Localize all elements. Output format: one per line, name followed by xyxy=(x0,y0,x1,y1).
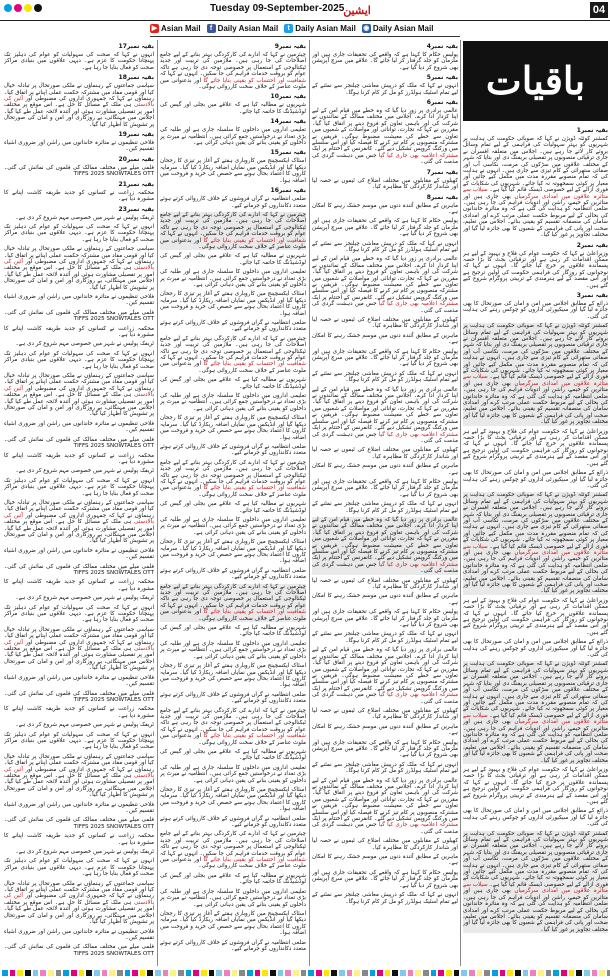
calibration-swatch xyxy=(385,970,391,976)
article-body-continued: انہوں نے کہا کہ صحت کی سہولیات کو عوام کی دہلیز تک پہنچانا حکومت کا عزم ہے۔ دیہی علاقوں میں بنیادی مراکز صحت کو فعال بنایا جا رہا ہے۔ xyxy=(4,858,154,878)
article-body-continued: محکمہ زراعت نے کسانوں کو جدید طریقہ کاشت اپنانے کا مشورہ دیا ہے۔ xyxy=(4,833,154,846)
highlighted-phrase: آئین کی بالادستی xyxy=(4,766,154,779)
article-body-continued: ماہرین کے مطابق آئندہ دنوں میں موسم خشک رہنے کا امکان ہے۔ xyxy=(312,463,458,476)
article-body-continued: فلمی میلے میں مختلف ممالک کی فلموں کی نمائش کی گئی۔ TIFFS 2025 SNOWTALES OTT xyxy=(4,309,154,323)
highlighted-phrase: سیلاب سے متاثرہ علاقوں میں امدادی سرگرمیاں xyxy=(463,187,608,200)
calibration-swatch xyxy=(599,970,605,976)
article-body: ضلعی انتظامیہ نے گراں فروشوں کے خلاف کارروائی کرتے ہوئے متعدد دکانداروں کو جرمانے کیے۔ xyxy=(160,196,306,209)
calibration-swatch xyxy=(530,970,536,976)
article-body-continued: سیاسی جماعتوں کے رہنماؤں نے ملکی صورتحال پر تبادلہ خیال کیا اور قومی مفاد میں مشترکہ حکمت عملی اپنانے پر اتفاق کیا۔ رہنماؤں نے کہا کہ جمہوری اداروں کی مضبوطی اور آئین کی بالادستی ہی ملک کے مسائل کا حل ہے۔ اس موقع پر مختلف امور پر تفصیلی مشاورت ہوئی اور آئندہ لائحہ عمل طے کیا گیا۔ اجلاس میں مہنگائی، بے روزگاری اور امن و امان کی صورتحال پر تشویش کا اظہار کیا گیا۔ xyxy=(4,499,154,545)
highlighted-phrase: مشترکہ اعلامیہ بھی جاری کیا گیا xyxy=(378,152,458,159)
article-body-continued: تعلیمی اداروں میں داخلوں کا سلسلہ جاری ہے اور طلبہ کی بڑی تعداد نے درخواستیں جمع کرائی ہیں۔ انتظامیہ نے میرٹ پر داخلوں کو یقینی بنانے کی یقین دہانی کرائی ہے۔ xyxy=(160,393,306,412)
article-body-continued: ضلعی انتظامیہ نے گراں فروشوں کے خلاف کارروائی کرتے ہوئے متعدد دکانداروں کو جرمانے کیے۔ xyxy=(160,567,306,581)
section-banner: باقیات xyxy=(463,41,608,121)
calibration-swatch xyxy=(339,970,345,976)
calibration-swatch xyxy=(10,970,16,976)
calibration-swatch xyxy=(40,970,46,976)
article-body-continued: انہوں نے کہا کہ ملک کو درپیش معاشی چیلنجز سے نمٹنے کے لیے تمام اسٹیک ہولڈرز کو مل کر کام کرنا ہوگا۔ xyxy=(312,370,458,384)
calibration-swatch xyxy=(155,970,161,976)
calibration-swatch xyxy=(477,970,483,976)
article-body-continued: تعلیمی اداروں میں داخلوں کا سلسلہ جاری ہے اور طلبہ کی بڑی تعداد نے درخواستیں جمع کرائی ہیں۔ انتظامیہ نے میرٹ پر داخلوں کو یقینی بنانے کی یقین دہانی کرائی ہے۔ xyxy=(160,764,306,784)
calibration-swatch xyxy=(71,970,77,976)
social-link[interactable] xyxy=(150,24,201,33)
article-body-continued: ذرائع کے مطابق اجلاس میں امن و امان کی صورتحال کا بھی جائزہ لیا گیا اور سیکیورٹی اداروں کو چوکس رہنے کی ہدایت کی گئی۔ xyxy=(463,808,608,828)
calibration-swatch xyxy=(423,970,429,976)
highlighted-phrase: شفافیت اور احتساب کو یقینی بنایا جائے گا xyxy=(203,733,306,740)
calibration-swatch xyxy=(239,970,245,976)
article-body-continued: وزیراعلیٰ نے کہا کہ حکومت عوام کی فلاح و بہبود کے لیے ہر ممکن اقدامات کر رہی ہے اور ترقیاتی بجٹ کا بڑا حصہ پسماندہ علاقوں پر خرچ کیا جائے گا۔ انہوں نے کہا کہ نوجوانوں کو روزگار کی فراہمی حکومت کی اولین ترجیح ہے اور اس مقصد کے لیے ہنرمندی کے تربیتی پروگرام شروع کیے گئے ہیں۔ xyxy=(463,428,608,467)
calibration-swatch xyxy=(216,970,222,976)
column-4 xyxy=(4,40,154,966)
article-body-continued: فلمی میلے میں مختلف ممالک کی فلموں کی نمائش کی گئی۔ TIFFS 2025 SNOWTALES OTT xyxy=(4,817,154,830)
calibration-swatch xyxy=(285,970,291,976)
article-body-continued: ٹریفک پولیس نے شہر میں خصوصی مہم شروع کر دی ہے۔ xyxy=(15,849,154,856)
article-body-continued: ٹریفک پولیس نے شہر میں خصوصی مہم شروع کر دی ہے۔ xyxy=(15,722,154,729)
continuation-heading: بقیہ نمبر16 xyxy=(270,187,306,195)
calibration-swatch xyxy=(247,970,253,976)
article-body-continued: اسٹاک ایکسچینج میں کاروباری ہفتے کے آغاز پر تیزی کا رجحان دیکھا گیا اور انڈیکس میں نمایاں اضافہ ریکارڈ کیا گیا۔ سرمایہ کاروں کا اعتماد بحال ہونے سے حصص کی خرید و فروخت میں اضافہ ہوا۔ xyxy=(160,910,306,937)
column-2 xyxy=(312,40,458,966)
article-body-continued: پولیس حکام کا کہنا ہے کہ واقعے کی تحقیقات جاری ہیں اور ملزمان کو جلد گرفتار کر لیا جائے گا۔ علاقے میں سرچ آپریشن بھی شروع کر دیا گیا ہے۔ xyxy=(312,218,458,238)
calibration-swatch xyxy=(125,970,131,976)
calibration-swatch xyxy=(33,970,39,976)
article-body-continued: تعلیمی اداروں میں داخلوں کا سلسلہ جاری ہے اور طلبہ کی بڑی تعداد نے درخواستیں جمع کرائی ہیں۔ انتظامیہ نے میرٹ پر داخلوں کو یقینی بنانے کی یقین دہانی کرائی ہے۔ xyxy=(160,888,306,908)
calibration-swatch xyxy=(232,970,238,976)
continuation-heading: بقیہ نمبر19 xyxy=(118,131,154,139)
calibration-swatch xyxy=(377,970,383,976)
article-body: ٹریفک پولیس نے شہر میں خصوصی مہم شروع کر دی ہے۔ xyxy=(15,214,154,221)
calibration-swatch xyxy=(224,970,230,976)
article-body: انہوں نے کہا کہ صحت کی سہولیات کو عوام کی دہلیز تک پہنچانا حکومت کا عزم ہے۔ دیہی علاقوں میں بنیادی مراکز صحت کو فعال بنایا جا رہا ہے۔ xyxy=(4,52,154,71)
social-link[interactable] xyxy=(362,24,434,33)
article-body-continued: کمشنر کوئٹہ ڈویژن نے کہا کہ صوبائی حکومت کی ہدایت پر شہریوں کو بہتر سہولیات کی فراہمی کے لیے تمام وسائل بروئے کار لائے جا رہے ہیں۔ اجلاس میں متعلقہ افسران نے جاری ترقیاتی منصوبوں پر تفصیلی بریفنگ دی اور بتایا کہ شہر کے مختلف علاقوں میں سڑکوں کی مرمت، نکاسی آب اور صفائی ستھرائی کے کام تیزی سے جاری ہیں۔ انہوں نے ہدایت کی کہ تمام منصوبے مقررہ مدت میں مکمل کیے جائیں اور معیار پر کوئی سمجھوتہ نہ کیا جائے۔ شہریوں کی شکایات کے فوری ازالے کے لیے خصوصی ڈیسک قائم کیا گیا ہے۔ سیلاب سے متاثرہ علاقوں میں امدادی سرگرمیاں بھی جاری ہیں اور متاثرین کو خیمے، راشن اور ادویات فراہم کی جا رہی ہیں۔ ضلعی انتظامیہ کو ہدایت کی گئی ہے کہ وہ متاثرہ خاندانوں کی بحالی کے لیے مربوط حکمت عملی مرتب کرے اور امدادی سامان کی منصفانہ تقسیم کو یقینی بنائے۔ اجلاس میں تعلیم، صحت اور پانی کی فراہمی کے شعبوں کا بھی جائزہ لیا گیا اور مختلف تجاویز پر غور کیا گیا۔ xyxy=(463,492,608,595)
continuation-heading: بقیہ نمبر8 xyxy=(426,193,458,201)
article-body-continued: انہوں نے کہا کہ ملک کو درپیش معاشی چیلنجز سے نمٹنے کے لیے تمام اسٹیک ہولڈرز کو مل کر کام کرنا ہوگا۔ xyxy=(312,631,458,644)
calibration-swatch xyxy=(569,970,575,976)
newspaper-logo xyxy=(338,0,376,20)
calibration-swatch xyxy=(454,970,460,976)
article-body-continued: محکمہ زراعت نے کسانوں کو جدید طریقہ کاشت اپنانے کا مشورہ دیا ہے۔ xyxy=(4,325,154,338)
article-body-continued: شہریوں نے مطالبہ کیا ہے کہ علاقے میں بجلی اور گیس کی لوڈشیڈنگ کا خاتمہ کیا جائے۔ xyxy=(160,625,306,638)
issue-date: Tuesday 09-September-2025 xyxy=(210,3,345,14)
highlighted-phrase: آئین کی بالادستی xyxy=(4,385,154,399)
calibration-swatch xyxy=(201,970,207,976)
calibration-swatch xyxy=(438,970,444,976)
calibration-swatch xyxy=(262,970,268,976)
article-body-continued: فلاحی تنظیموں نے متاثرہ خاندانوں میں راشن اور ضروری اشیاء تقسیم کیں۔ xyxy=(4,293,154,307)
calibration-swatch xyxy=(331,970,337,976)
continuation-heading: بقیہ نمبر17 xyxy=(118,43,154,50)
calibration-swatch xyxy=(324,970,330,976)
color-calibration-strip xyxy=(0,970,610,978)
article-body-continued: شہریوں نے مطالبہ کیا ہے کہ علاقے میں بجلی اور گیس کی لوڈشیڈنگ کا خاتمہ کیا جائے۔ xyxy=(160,872,306,886)
article-body: وزیراعلیٰ نے کہا کہ حکومت عوام کی فلاح و بہبود کے لیے ہر ممکن اقدامات کر رہی ہے اور ترقیاتی بجٹ کا بڑا حصہ پسماندہ علاقوں پر خرچ کیا جائے گا۔ انہوں نے کہا کہ نوجوانوں کو روزگار کی فراہمی حکومت کی اولین ترجیح ہے اور اس مقصد کے لیے ہنرمندی کے تربیتی پروگرام شروع کیے گئے ہیں۔ xyxy=(463,250,608,289)
highlighted-phrase: شفافیت اور احتساب کو یقینی بنایا جائے گا xyxy=(203,857,306,864)
highlighted-phrase: آئین کی بالادستی xyxy=(4,893,154,906)
article-body-continued: پولیس حکام کا کہنا ہے کہ واقعے کی تحقیقات جاری ہیں اور ملزمان کو جلد گرفتار کر لیا جائے گا۔ علاقے میں سرچ آپریشن بھی شروع کر دیا گیا ہے۔ xyxy=(312,609,458,629)
calibration-swatch xyxy=(178,970,184,976)
calibration-swatch xyxy=(347,970,353,976)
highlighted-phrase: مشترکہ اعلامیہ بھی جاری کیا گیا xyxy=(378,692,458,699)
social-link-label: Daily Asian Mail xyxy=(295,24,356,33)
article-body-continued: وزیراعلیٰ نے کہا کہ حکومت عوام کی فلاح و بہبود کے لیے ہر ممکن اقدامات کر رہی ہے اور ترقیاتی بجٹ کا بڑا حصہ پسماندہ علاقوں پر خرچ کیا جائے گا۔ انہوں نے کہا کہ نوجوانوں کو روزگار کی فراہمی حکومت کی اولین ترجیح ہے اور اس مقصد کے لیے ہنرمندی کے تربیتی پروگرام شروع کیے گئے ہیں۔ xyxy=(463,766,608,805)
social-links-bar xyxy=(150,24,433,33)
article-body-continued: چیئرمین نے کہا کہ ادارے کی کارکردگی بہتر بنانے کے لیے جامع اصلاحات کی جا رہی ہیں۔ ملازمین کی تربیت اور جدید ٹیکنالوجی کے استعمال پر خصوصی توجہ دی جا رہی ہے تاکہ عوام کو بروقت خدمات فراہم کی جا سکیں۔ انہوں نے کہا کہ شفافیت اور احتساب کو یقینی بنایا جائے گا اور بدعنوانی میں ملوث عناصر کے خلاف سخت کارروائی ہوگی۔ xyxy=(160,459,306,498)
calibration-swatch xyxy=(370,970,376,976)
article-body: کمشنر کوئٹہ ڈویژن نے کہا کہ صوبائی حکومت کی ہدایت پر شہریوں کو بہتر سہولیات کی فراہمی کے لیے تمام وسائل بروئے کار لائے جا رہے ہیں۔ اجلاس میں متعلقہ افسران نے جاری ترقیاتی منصوبوں پر تفصیلی بریفنگ دی اور بتایا کہ شہر کے مختلف علاقوں میں سڑکوں کی مرمت، نکاسی آب اور صفائی ستھرائی کے کام تیزی سے جاری ہیں۔ انہوں نے ہدایت کی کہ تمام منصوبے مقررہ مدت میں مکمل کیے جائیں اور معیار پر کوئی سمجھوتہ نہ کیا جائے۔ شہریوں کی شکایات کے فوری ازالے کے لیے خصوصی ڈیسک قائم کیا گیا ہے۔ سیلاب سے متاثرہ علاقوں میں امدادی سرگرمیاں بھی جاری ہیں اور متاثرین کو خیمے، راشن اور ادویات فراہم کی جا رہی ہیں۔ ضلعی انتظامیہ کو ہدایت کی گئی ہے کہ وہ متاثرہ خاندانوں کی بحالی کے لیے مربوط حکمت عملی مرتب کرے اور امدادی سامان کی منصفانہ تقسیم کو یقینی بنائے۔ اجلاس میں تعلیم، صحت اور پانی کی فراہمی کے شعبوں کا بھی جائزہ لیا گیا اور مختلف تجاویز پر غور کیا گیا۔ xyxy=(463,136,608,239)
social-link-label: Daily Asian Mail xyxy=(372,24,434,33)
column-1 xyxy=(463,124,608,966)
article-body-continued: اسٹاک ایکسچینج میں کاروباری ہفتے کے آغاز پر تیزی کا رجحان دیکھا گیا اور انڈیکس میں نمایاں اضافہ ریکارڈ کیا گیا۔ سرمایہ کاروں کا اعتماد بحال ہونے سے حصص کی خرید و فروخت میں اضافہ ہوا۔ xyxy=(160,539,306,565)
social-link[interactable] xyxy=(207,24,279,33)
calibration-swatch xyxy=(278,970,284,976)
calibration-swatch xyxy=(147,970,153,976)
article-body: کھیلوں کے مقابلوں میں مختلف اضلاع کی ٹیموں نے حصہ لیا اور شاندار کارکردگی کا مظاہرہ کیا۔ xyxy=(312,177,458,191)
article-body: پولیس حکام کا کہنا ہے کہ واقعے کی تحقیقات جاری ہیں اور ملزمان کو جلد گرفتار کر لیا جائے گا۔ علاقے میں سرچ آپریشن بھی شروع کر دیا گیا ہے۔ xyxy=(312,52,458,71)
calibration-swatch xyxy=(431,970,437,976)
highlighted-phrase: شفافیت اور احتساب کو یقینی بنایا جائے گا xyxy=(203,237,306,244)
calibration-swatch xyxy=(507,970,513,976)
article-body: فلمی میلے میں مختلف ممالک کی فلموں کی نمائش کی گئی۔ TIFFS 2025 SNOWTALES OTT xyxy=(4,164,154,178)
continuation-heading: بقیہ نمبر10 xyxy=(270,93,306,101)
continuation-heading: بقیہ نمبر3 xyxy=(576,291,608,299)
calibration-swatch xyxy=(186,970,192,976)
article-body-continued: عالمی برادری پر زور دیا گیا کہ وہ خطے میں قیام امن کے لیے اپنا کردار ادا کرے۔ اجلاس میں مختلف ممالک کے نمائندوں نے شرکت کی اور باہمی تعاون کو فروغ دینے پر اتفاق کیا گیا۔ مقررین نے کہا کہ تجارت، توانائی اور مواصلات کے شعبوں میں تعاون سے خطے کی معیشت مضبوط ہوگی۔ فریقین نے مشترکہ منصوبوں پر کام تیز کرنے کا فیصلہ کیا اور اس سلسلے میں ورکنگ گروپس تشکیل دیے گئے۔ کانفرنس کے اختتام پر ایک مشترکہ اعلامیہ بھی جاری کیا گیا جس میں دہشت گردی کی مذمت کی گئی۔ xyxy=(312,647,458,705)
column-divider xyxy=(157,40,158,966)
continuation-heading: بقیہ نمبر18 xyxy=(118,74,154,82)
calibration-swatch xyxy=(117,970,123,976)
article-body-continued: انہوں نے کہا کہ ملک کو درپیش معاشی چیلنجز سے نمٹنے کے لیے تمام اسٹیک ہولڈرز کو مل کر کام کرنا ہوگا۔ xyxy=(312,761,458,775)
article-body-continued: عالمی برادری پر زور دیا گیا کہ وہ خطے میں قیام امن کے لیے اپنا کردار ادا کرے۔ اجلاس میں مختلف ممالک کے نمائندوں نے شرکت کی اور باہمی تعاون کو فروغ دینے پر اتفاق کیا گیا۔ مقررین نے کہا کہ تجارت، توانائی اور مواصلات کے شعبوں میں تعاون سے خطے کی معیشت مضبوط ہوگی۔ فریقین نے مشترکہ منصوبوں پر کام تیز کرنے کا فیصلہ کیا اور اس سلسلے میں ورکنگ گروپس تشکیل دیے گئے۔ کانفرنس کے اختتام پر ایک مشترکہ اعلامیہ بھی جاری کیا گیا جس میں دہشت گردی کی مذمت کی گئی۔ xyxy=(312,516,458,575)
calibration-swatch xyxy=(538,970,544,976)
calibration-swatch xyxy=(316,970,322,976)
continuation-heading: بقیہ نمبر9 xyxy=(274,43,306,50)
article-body-continued: چیئرمین نے کہا کہ ادارے کی کارکردگی بہتر بنانے کے لیے جامع اصلاحات کی جا رہی ہیں۔ ملازمین کی تربیت اور جدید ٹیکنالوجی کے استعمال پر خصوصی توجہ دی جا رہی ہے تاکہ عوام کو بروقت خدمات فراہم کی جا سکیں۔ انہوں نے کہا کہ شفافیت اور احتساب کو یقینی بنایا جائے گا اور بدعنوانی میں ملوث عناصر کے خلاف سخت کارروائی ہوگی۔ xyxy=(160,831,306,870)
page-header xyxy=(0,0,610,20)
highlighted-phrase: مشترکہ اعلامیہ بھی جاری کیا گیا xyxy=(378,301,458,308)
twitter-icon: t xyxy=(284,24,293,33)
article-body-continued: چیئرمین نے کہا کہ ادارے کی کارکردگی بہتر بنانے کے لیے جامع اصلاحات کی جا رہی ہیں۔ ملازمین کی تربیت اور جدید ٹیکنالوجی کے استعمال پر خصوصی توجہ دی جا رہی ہے تاکہ عوام کو بروقت خدمات فراہم کی جا سکیں۔ انہوں نے کہا کہ شفافیت اور احتساب کو یقینی بنایا جائے گا اور بدعنوانی میں ملوث عناصر کے خلاف سخت کارروائی ہوگی۔ xyxy=(160,211,306,250)
continuation-heading: بقیہ نمبر20 xyxy=(118,155,154,163)
article-body-continued: محکمہ زراعت نے کسانوں کو جدید طریقہ کاشت اپنانے کا مشورہ دیا ہے۔ xyxy=(4,706,154,719)
highlighted-phrase: شفافیت اور احتساب کو یقینی بنایا جائے گا xyxy=(203,485,306,492)
highlighted-phrase: سیلاب سے متاثرہ علاقوں میں امدادی سرگرمیاں xyxy=(463,881,608,895)
calibration-swatch xyxy=(484,970,490,976)
continuation-heading: بقیہ نمبر15 xyxy=(270,149,306,157)
calibration-swatch xyxy=(270,970,276,976)
calibration-swatch xyxy=(592,970,598,976)
highlighted-phrase: آئین کی بالادستی xyxy=(4,96,154,109)
calibration-swatch xyxy=(576,970,582,976)
article-body-continued: ذرائع کے مطابق اجلاس میں امن و امان کی صورتحال کا بھی جائزہ لیا گیا اور سیکیورٹی اداروں کو چوکس رہنے کی ہدایت کی گئی۔ xyxy=(463,639,608,659)
article-body: ذرائع کے مطابق اجلاس میں امن و امان کی صورتحال کا بھی جائزہ لیا گیا اور سیکیورٹی اداروں کو چوکس رہنے کی ہدایت کی گئی۔ xyxy=(463,300,608,320)
article-body-continued: عالمی برادری پر زور دیا گیا کہ وہ خطے میں قیام امن کے لیے اپنا کردار ادا کرے۔ اجلاس میں مختلف ممالک کے نمائندوں نے شرکت کی اور باہمی تعاون کو فروغ دینے پر اتفاق کیا گیا۔ مقررین نے کہا کہ تجارت، توانائی اور مواصلات کے شعبوں میں تعاون سے خطے کی معیشت مضبوط ہوگی۔ فریقین نے مشترکہ منصوبوں پر کام تیز کرنے کا فیصلہ کیا اور اس سلسلے میں ورکنگ گروپس تشکیل دیے گئے۔ کانفرنس کے اختتام پر ایک مشترکہ اعلامیہ بھی جاری کیا گیا جس میں دہشت گردی کی مذمت کی گئی۔ xyxy=(312,777,458,835)
continuation-heading: بقیہ نمبر6 xyxy=(426,99,458,107)
highlighted-phrase: مشترکہ اعلامیہ بھی جاری کیا گیا xyxy=(378,822,458,829)
continuation-heading: بقیہ نمبر14 xyxy=(270,118,306,126)
calibration-swatch xyxy=(461,970,467,976)
article-body-continued: ماہرین کے مطابق آئندہ دنوں میں موسم خشک رہنے کا امکان ہے۔ xyxy=(312,332,458,346)
highlighted-phrase: شفافیت اور احتساب کو یقینی بنایا جائے گا xyxy=(203,609,306,616)
calibration-swatch xyxy=(140,970,146,976)
column-3 xyxy=(160,40,306,966)
social-link[interactable] xyxy=(284,24,356,33)
continuation-heading: بقیہ نمبر2 xyxy=(576,241,608,249)
calibration-swatch xyxy=(17,970,23,976)
facebook-icon: f xyxy=(207,24,216,33)
article-body-continued: کھیلوں کے مقابلوں میں مختلف اضلاع کی ٹیموں نے حصہ لیا اور شاندار کارکردگی کا مظاہرہ کیا۔ xyxy=(312,577,458,591)
header-divider xyxy=(0,20,610,21)
youtube-icon: ▶ xyxy=(151,25,158,32)
article-body: سیاسی جماعتوں کے رہنماؤں نے ملکی صورتحال پر تبادلہ خیال کیا اور قومی مفاد میں مشترکہ حکمت عملی اپنانے پر اتفاق کیا۔ رہنماؤں نے کہا کہ جمہوری اداروں کی مضبوطی اور آئین کی بالادستی ہی ملک کے مسائل کا حل ہے۔ اس موقع پر مختلف امور پر تفصیلی مشاورت ہوئی اور آئندہ لائحہ عمل طے کیا گیا۔ اجلاس میں مہنگائی، بے روزگاری اور امن و امان کی صورتحال پر تشویش کا اظہار کیا گیا۔ xyxy=(4,83,154,128)
social-link-label: Asian Mail xyxy=(161,24,201,33)
calibration-swatch xyxy=(48,970,54,976)
article-body-continued: کمشنر کوئٹہ ڈویژن نے کہا کہ صوبائی حکومت کی ہدایت پر شہریوں کو بہتر سہولیات کی فراہمی کے لیے تمام وسائل بروئے کار لائے جا رہے ہیں۔ اجلاس میں متعلقہ افسران نے جاری ترقیاتی منصوبوں پر تفصیلی بریفنگ دی اور بتایا کہ شہر کے مختلف علاقوں میں سڑکوں کی مرمت، نکاسی آب اور صفائی ستھرائی کے کام تیزی سے جاری ہیں۔ انہوں نے ہدایت کی کہ تمام منصوبے مقررہ مدت میں مکمل کیے جائیں اور معیار پر کوئی سمجھوتہ نہ کیا جائے۔ شہریوں کی شکایات کے فوری ازالے کے لیے خصوصی ڈیسک قائم کیا گیا ہے۔ سیلاب سے متاثرہ علاقوں میں امدادی سرگرمیاں بھی جاری ہیں اور متاثرین کو خیمے، راشن اور ادویات فراہم کی جا رہی ہیں۔ ضلعی انتظامیہ کو ہدایت کی گئی ہے کہ وہ متاثرہ خاندانوں کی بحالی کے لیے مربوط حکمت عملی مرتب کرے اور امدادی سامان کی منصفانہ تقسیم کو یقینی بنائے۔ اجلاس میں تعلیم، صحت اور پانی کی فراہمی کے شعبوں کا بھی جائزہ لیا گیا اور مختلف تجاویز پر غور کیا گیا۔ xyxy=(463,661,608,764)
article-body-continued: پولیس حکام کا کہنا ہے کہ واقعے کی تحقیقات جاری ہیں اور ملزمان کو جلد گرفتار کر لیا جائے گا۔ علاقے میں سرچ آپریشن بھی شروع کر دیا گیا ہے۔ xyxy=(312,739,458,759)
highlighted-phrase: مشترکہ اعلامیہ بھی جاری کیا گیا xyxy=(378,561,458,568)
calibration-swatch xyxy=(492,970,498,976)
article-body-continued: فلمی میلے میں مختلف ممالک کی فلموں کی نمائش کی گئی۔ TIFFS 2025 SNOWTALES OTT xyxy=(4,563,154,576)
calibration-swatch xyxy=(56,970,62,976)
article-body-continued: محکمہ زراعت نے کسانوں کو جدید طریقہ کاشت اپنانے کا مشورہ دیا ہے۔ xyxy=(4,579,154,592)
highlighted-phrase: شفافیت اور احتساب کو یقینی بنایا جائے گا xyxy=(203,77,306,84)
article-body-continued: ضلعی انتظامیہ نے گراں فروشوں کے خلاف کارروائی کرتے ہوئے متعدد دکانداروں کو جرمانے کیے۔ xyxy=(160,443,306,457)
article-body-continued: شہریوں نے مطالبہ کیا ہے کہ علاقے میں بجلی اور گیس کی لوڈشیڈنگ کا خاتمہ کیا جائے۔ xyxy=(160,377,306,390)
svg-text:ایشین: ایشین xyxy=(343,4,371,17)
calibration-swatch xyxy=(515,970,521,976)
calibration-swatch xyxy=(546,970,552,976)
article-body-continued: فلاحی تنظیموں نے متاثرہ خاندانوں میں راشن اور ضروری اشیاء تقسیم کیں۔ xyxy=(4,928,154,941)
calibration-swatch xyxy=(308,970,314,976)
calibration-swatch xyxy=(415,970,421,976)
calibration-swatch xyxy=(446,970,452,976)
article-body-continued: انہوں نے کہا کہ صحت کی سہولیات کو عوام کی دہلیز تک پہنچانا حکومت کا عزم ہے۔ دیہی علاقوں میں بنیادی مراکز صحت کو فعال بنایا جا رہا ہے۔ xyxy=(4,350,154,370)
calibration-swatch xyxy=(301,970,307,976)
article-body-continued: تعلیمی اداروں میں داخلوں کا سلسلہ جاری ہے اور طلبہ کی بڑی تعداد نے درخواستیں جمع کرائی ہیں۔ انتظامیہ نے میرٹ پر داخلوں کو یقینی بنانے کی یقین دہانی کرائی ہے۔ xyxy=(160,516,306,536)
calibration-swatch xyxy=(63,970,69,976)
article-body: محکمہ زراعت نے کسانوں کو جدید طریقہ کاشت اپنانے کا مشورہ دیا ہے۔ xyxy=(4,189,154,203)
calibration-swatch xyxy=(553,970,559,976)
article-body-continued: فلاحی تنظیموں نے متاثرہ خاندانوں میں راشن اور ضروری اشیاء تقسیم کیں۔ xyxy=(4,547,154,561)
article-body: اسٹاک ایکسچینج میں کاروباری ہفتے کے آغاز پر تیزی کا رجحان دیکھا گیا اور انڈیکس میں نمایاں اضافہ ریکارڈ کیا گیا۔ سرمایہ کاروں کا اعتماد بحال ہونے سے حصص کی خرید و فروخت میں اضافہ ہوا۔ xyxy=(160,158,306,184)
continuation-heading: بقیہ نمبر7 xyxy=(426,168,458,176)
article-body-continued: عالمی برادری پر زور دیا گیا کہ وہ خطے میں قیام امن کے لیے اپنا کردار ادا کرے۔ اجلاس میں مختلف ممالک کے نمائندوں نے شرکت کی اور باہمی تعاون کو فروغ دینے پر اتفاق کیا گیا۔ مقررین نے کہا کہ تجارت، توانائی اور مواصلات کے شعبوں میں تعاون سے خطے کی معیشت مضبوط ہوگی۔ فریقین نے مشترکہ منصوبوں پر کام تیز کرنے کا فیصلہ کیا اور اس سلسلے میں ورکنگ گروپس تشکیل دیے گئے۔ کانفرنس کے اختتام پر ایک مشترکہ اعلامیہ بھی جاری کیا گیا جس میں دہشت گردی کی مذمت کی گئی۔ xyxy=(312,256,458,314)
column-divider xyxy=(309,40,310,966)
article-body-continued: کھیلوں کے مقابلوں میں مختلف اضلاع کی ٹیموں نے حصہ لیا اور شاندار کارکردگی کا مظاہرہ کیا۔ xyxy=(312,447,458,460)
calibration-swatch xyxy=(193,970,199,976)
article-body-continued: شہریوں نے مطالبہ کیا ہے کہ علاقے میں بجلی اور گیس کی لوڈشیڈنگ کا خاتمہ کیا جائے۔ xyxy=(160,253,306,266)
calibration-swatch xyxy=(354,970,360,976)
article-body-continued: کمشنر کوئٹہ ڈویژن نے کہا کہ صوبائی حکومت کی ہدایت پر شہریوں کو بہتر سہولیات کی فراہمی کے لیے تمام وسائل بروئے کار لائے جا رہے ہیں۔ اجلاس میں متعلقہ افسران نے جاری ترقیاتی منصوبوں پر تفصیلی بریفنگ دی اور بتایا کہ شہر کے مختلف علاقوں میں سڑکوں کی مرمت، نکاسی آب اور صفائی ستھرائی کے کام تیزی سے جاری ہیں۔ انہوں نے ہدایت کی کہ تمام منصوبے مقررہ مدت میں مکمل کیے جائیں اور معیار پر کوئی سمجھوتہ نہ کیا جائے۔ شہریوں کی شکایات کے فوری ازالے کے لیے خصوصی ڈیسک قائم کیا گیا ہے۔ سیلاب سے متاثرہ علاقوں میں امدادی سرگرمیاں بھی جاری ہیں اور متاثرین کو خیمے، راشن اور ادویات فراہم کی جا رہی ہیں۔ ضلعی انتظامیہ کو ہدایت کی گئی ہے کہ وہ متاثرہ خاندانوں کی بحالی کے لیے مربوط حکمت عملی مرتب کرے اور امدادی سامان کی منصفانہ تقسیم کو یقینی بنائے۔ اجلاس میں تعلیم، صحت اور پانی کی فراہمی کے شعبوں کا بھی جائزہ لیا گیا اور مختلف تجاویز پر غور کیا گیا۔ xyxy=(463,830,608,933)
article-body-continued: انہوں نے کہا کہ ملک کو درپیش معاشی چیلنجز سے نمٹنے کے لیے تمام اسٹیک ہولڈرز کو مل کر کام کرنا ہوگا۔ xyxy=(312,240,458,253)
globe-icon: ◉ xyxy=(363,25,370,32)
article-body-continued: پولیس حکام کا کہنا ہے کہ واقعے کی تحقیقات جاری ہیں اور ملزمان کو جلد گرفتار کر لیا جائے گا۔ علاقے میں سرچ آپریشن بھی شروع کر دیا گیا ہے۔ xyxy=(312,348,458,368)
article-body-continued: ضلعی انتظامیہ نے گراں فروشوں کے خلاف کارروائی کرتے ہوئے متعدد دکانداروں کو جرمانے کیے۔ xyxy=(160,320,306,333)
article-body-continued: چیئرمین نے کہا کہ ادارے کی کارکردگی بہتر بنانے کے لیے جامع اصلاحات کی جا رہی ہیں۔ ملازمین کی تربیت اور جدید ٹیکنالوجی کے استعمال پر خصوصی توجہ دی جا رہی ہے تاکہ عوام کو بروقت خدمات فراہم کی جا سکیں۔ انہوں نے کہا کہ شفافیت اور احتساب کو یقینی بنایا جائے گا اور بدعنوانی میں ملوث عناصر کے خلاف سخت کارروائی ہوگی۔ xyxy=(160,583,306,622)
article-body: انہوں نے کہا کہ ملک کو درپیش معاشی چیلنجز سے نمٹنے کے لیے تمام اسٹیک ہولڈرز کو مل کر کام کرنا ہوگا۔ xyxy=(312,83,458,96)
article-body-continued: انہوں نے کہا کہ صحت کی سہولیات کو عوام کی دہلیز تک پہنچانا حکومت کا عزم ہے۔ دیہی علاقوں میں بنیادی مراکز صحت کو فعال بنایا جا رہا ہے۔ xyxy=(4,604,154,624)
article-body-continued: وزیراعلیٰ نے کہا کہ حکومت عوام کی فلاح و بہبود کے لیے ہر ممکن اقدامات کر رہی ہے اور ترقیاتی بجٹ کا بڑا حصہ پسماندہ علاقوں پر خرچ کیا جائے گا۔ انہوں نے کہا کہ نوجوانوں کو روزگار کی فراہمی حکومت کی اولین ترجیح ہے اور اس مقصد کے لیے ہنرمندی کے تربیتی پروگرام شروع کیے گئے ہیں۔ xyxy=(463,597,608,636)
article-body-continued: ٹریفک پولیس نے شہر میں خصوصی مہم شروع کر دی ہے۔ xyxy=(15,595,154,602)
article-body-continued: انہوں نے کہا کہ ملک کو درپیش معاشی چیلنجز سے نمٹنے کے لیے تمام اسٹیک ہولڈرز کو مل کر کام کرنا ہوگا۔ xyxy=(312,501,458,514)
calibration-swatch xyxy=(163,970,169,976)
article-body-continued: پولیس حکام کا کہنا ہے کہ واقعے کی تحقیقات جاری ہیں اور ملزمان کو جلد گرفتار کر لیا جائے گا۔ علاقے میں سرچ آپریشن بھی شروع کر دیا گیا ہے۔ xyxy=(312,869,458,889)
social-divider xyxy=(150,36,460,37)
calibration-swatch xyxy=(469,970,475,976)
article-body-continued: ٹریفک پولیس نے شہر میں خصوصی مہم شروع کر دی ہے۔ xyxy=(15,468,154,475)
article-body-continued: ضلعی انتظامیہ نے گراں فروشوں کے خلاف کارروائی کرتے ہوئے متعدد دکانداروں کو جرمانے کیے۔ xyxy=(160,939,306,952)
article-body-continued: ذرائع کے مطابق اجلاس میں امن و امان کی صورتحال کا بھی جائزہ لیا گیا اور سیکیورٹی اداروں کو چوکس رہنے کی ہدایت کی گئی۔ xyxy=(463,470,608,489)
article-body-continued: پولیس حکام کا کہنا ہے کہ واقعے کی تحقیقات جاری ہیں اور ملزمان کو جلد گرفتار کر لیا جائے گا۔ علاقے میں سرچ آپریشن بھی شروع کر دیا گیا ہے۔ xyxy=(312,478,458,498)
article-body-continued: انہوں نے کہا کہ ملک کو درپیش معاشی چیلنجز سے نمٹنے کے لیے تمام اسٹیک ہولڈرز کو مل کر کام کرنا ہوگا۔ xyxy=(312,892,458,905)
calibration-swatch xyxy=(392,970,398,976)
article-body-continued: تعلیمی اداروں میں داخلوں کا سلسلہ جاری ہے اور طلبہ کی بڑی تعداد نے درخواستیں جمع کرائی ہیں۔ انتظامیہ نے میرٹ پر داخلوں کو یقینی بنانے کی یقین دہانی کرائی ہے۔ xyxy=(160,269,306,288)
calibration-swatch xyxy=(102,970,108,976)
article-body-continued: محکمہ زراعت نے کسانوں کو جدید طریقہ کاشت اپنانے کا مشورہ دیا ہے۔ xyxy=(4,452,154,465)
highlighted-phrase: سیلاب سے متاثرہ علاقوں میں امدادی سرگرمیاں xyxy=(463,543,608,556)
article-body-continued: عالمی برادری پر زور دیا گیا کہ وہ خطے میں قیام امن کے لیے اپنا کردار ادا کرے۔ اجلاس میں مختلف ممالک کے نمائندوں نے شرکت کی اور باہمی تعاون کو فروغ دینے پر اتفاق کیا گیا۔ مقررین نے کہا کہ تجارت، توانائی اور مواصلات کے شعبوں میں تعاون سے خطے کی معیشت مضبوط ہوگی۔ فریقین نے مشترکہ منصوبوں پر کام تیز کرنے کا فیصلہ کیا اور اس سلسلے میں ورکنگ گروپس تشکیل دیے گئے۔ کانفرنس کے اختتام پر ایک مشترکہ اعلامیہ بھی جاری کیا گیا جس میں دہشت گردی کی مذمت کی گئی۔ xyxy=(312,386,458,444)
calibration-swatch xyxy=(523,970,529,976)
calibration-swatch xyxy=(2,970,8,976)
highlighted-phrase: مشترکہ اعلامیہ بھی جاری کیا گیا xyxy=(378,431,458,438)
calibration-swatch xyxy=(25,970,31,976)
article-body: ماہرین کے مطابق آئندہ دنوں میں موسم خشک رہنے کا امکان ہے۔ xyxy=(312,202,458,215)
article-body-continued: فلمی میلے میں مختلف ممالک کی فلموں کی نمائش کی گئی۔ TIFFS 2025 SNOWTALES OTT xyxy=(4,436,154,450)
article-body-continued: سیاسی جماعتوں کے رہنماؤں نے ملکی صورتحال پر تبادلہ خیال کیا اور قومی مفاد میں مشترکہ حکمت عملی اپنانے پر اتفاق کیا۔ رہنماؤں نے کہا کہ جمہوری اداروں کی مضبوطی اور آئین کی بالادستی ہی ملک کے مسائل کا حل ہے۔ اس موقع پر مختلف امور پر تفصیلی مشاورت ہوئی اور آئندہ لائحہ عمل طے کیا گیا۔ اجلاس میں مہنگائی، بے روزگاری اور امن و امان کی صورتحال پر تشویش کا اظہار کیا گیا۔ xyxy=(4,753,154,799)
article-body-continued: فلاحی تنظیموں نے متاثرہ خاندانوں میں راشن اور ضروری اشیاء تقسیم کیں۔ xyxy=(4,801,154,814)
highlighted-phrase: سیلاب سے متاثرہ علاقوں میں امدادی سرگرمیاں xyxy=(463,712,608,726)
continuation-heading: بقیہ نمبر23 xyxy=(118,205,154,213)
article-body-continued: چیئرمین نے کہا کہ ادارے کی کارکردگی بہتر بنانے کے لیے جامع اصلاحات کی جا رہی ہیں۔ ملازمین کی تربیت اور جدید ٹیکنالوجی کے استعمال پر خصوصی توجہ دی جا رہی ہے تاکہ عوام کو بروقت خدمات فراہم کی جا سکیں۔ انہوں نے کہا کہ شفافیت اور احتساب کو یقینی بنایا جائے گا اور بدعنوانی میں ملوث عناصر کے خلاف سخت کارروائی ہوگی۔ xyxy=(160,335,306,374)
article-body-continued: شہریوں نے مطالبہ کیا ہے کہ علاقے میں بجلی اور گیس کی لوڈشیڈنگ کا خاتمہ کیا جائے۔ xyxy=(160,748,306,762)
article-body-continued: شہریوں نے مطالبہ کیا ہے کہ علاقے میں بجلی اور گیس کی لوڈشیڈنگ کا خاتمہ کیا جائے۔ xyxy=(160,501,306,514)
highlighted-phrase: سیلاب سے متاثرہ علاقوں میں امدادی سرگرمیاں xyxy=(463,374,608,387)
column-divider xyxy=(460,40,461,966)
article-body-continued: اسٹاک ایکسچینج میں کاروباری ہفتے کے آغاز پر تیزی کا رجحان دیکھا گیا اور انڈیکس میں نمایاں اضافہ ریکارڈ کیا گیا۔ سرمایہ کاروں کا اعتماد بحال ہونے سے حصص کی خرید و فروخت میں اضافہ ہوا۔ xyxy=(160,415,306,441)
continuation-heading: بقیہ نمبر5 xyxy=(426,74,458,82)
registration-marks xyxy=(4,4,42,12)
article-body-continued: انہوں نے کہا کہ صحت کی سہولیات کو عوام کی دہلیز تک پہنچانا حکومت کا عزم ہے۔ دیہی علاقوں میں بنیادی مراکز صحت کو فعال بنایا جا رہا ہے۔ xyxy=(4,223,154,243)
article-body-continued: اسٹاک ایکسچینج میں کاروباری ہفتے کے آغاز پر تیزی کا رجحان دیکھا گیا اور انڈیکس میں نمایاں اضافہ ریکارڈ کیا گیا۔ سرمایہ کاروں کا اعتماد بحال ہونے سے حصص کی خرید و فروخت میں اضافہ ہوا۔ xyxy=(160,787,306,813)
article-body: چیئرمین نے کہا کہ ادارے کی کارکردگی بہتر بنانے کے لیے جامع اصلاحات کی جا رہی ہیں۔ ملازمین کی تربیت اور جدید ٹیکنالوجی کے استعمال پر خصوصی توجہ دی جا رہی ہے تاکہ عوام کو بروقت خدمات فراہم کی جا سکیں۔ انہوں نے کہا کہ شفافیت اور احتساب کو یقینی بنایا جائے گا اور بدعنوانی میں ملوث عناصر کے خلاف سخت کارروائی ہوگی۔ xyxy=(160,52,306,91)
calibration-swatch xyxy=(170,970,176,976)
highlighted-phrase: آئین کی بالادستی xyxy=(4,512,154,526)
article-body-continued: ضلعی انتظامیہ نے گراں فروشوں کے خلاف کارروائی کرتے ہوئے متعدد دکانداروں کو جرمانے کیے۔ xyxy=(160,815,306,829)
article-body-continued: ماہرین کے مطابق آئندہ دنوں میں موسم خشک رہنے کا امکان ہے۔ xyxy=(312,593,458,606)
continuation-heading: بقیہ نمبر1 xyxy=(576,127,608,134)
calibration-swatch xyxy=(109,970,115,976)
article-body: تعلیمی اداروں میں داخلوں کا سلسلہ جاری ہے اور طلبہ کی بڑی تعداد نے درخواستیں جمع کرائی ہیں۔ انتظامیہ نے میرٹ پر داخلوں کو یقینی بنانے کی یقین دہانی کرائی ہے۔ xyxy=(160,127,306,147)
article-body-continued: اسٹاک ایکسچینج میں کاروباری ہفتے کے آغاز پر تیزی کا رجحان دیکھا گیا اور انڈیکس میں نمایاں اضافہ ریکارڈ کیا گیا۔ سرمایہ کاروں کا اعتماد بحال ہونے سے حصص کی خرید و فروخت میں اضافہ ہوا۔ xyxy=(160,291,306,317)
calibration-swatch xyxy=(255,970,261,976)
highlighted-phrase: آئین کی بالادستی xyxy=(4,258,154,272)
article-body-continued: ماہرین کے مطابق آئندہ دنوں میں موسم خشک رہنے کا امکان ہے۔ xyxy=(312,723,458,737)
article-body-continued: انہوں نے کہا کہ صحت کی سہولیات کو عوام کی دہلیز تک پہنچانا حکومت کا عزم ہے۔ دیہی علاقوں میں بنیادی مراکز صحت کو فعال بنایا جا رہا ہے۔ xyxy=(4,477,154,497)
article-body-continued: سیاسی جماعتوں کے رہنماؤں نے ملکی صورتحال پر تبادلہ خیال کیا اور قومی مفاد میں مشترکہ حکمت عملی اپنانے پر اتفاق کیا۔ رہنماؤں نے کہا کہ جمہوری اداروں کی مضبوطی اور آئین کی بالادستی ہی ملک کے مسائل کا حل ہے۔ اس موقع پر مختلف امور پر تفصیلی مشاورت ہوئی اور آئندہ لائحہ عمل طے کیا گیا۔ اجلاس میں مہنگائی، بے روزگاری اور امن و امان کی صورتحال پر تشویش کا اظہار کیا گیا۔ xyxy=(4,880,154,926)
calibration-swatch xyxy=(362,970,368,976)
article-body-continued: کھیلوں کے مقابلوں میں مختلف اضلاع کی ٹیموں نے حصہ لیا اور شاندار کارکردگی کا مظاہرہ کیا۔ xyxy=(312,707,458,721)
article-body: شہریوں نے مطالبہ کیا ہے کہ علاقے میں بجلی اور گیس کی لوڈشیڈنگ کا خاتمہ کیا جائے۔ xyxy=(160,102,306,115)
continuation-heading: بقیہ نمبر21 xyxy=(118,180,154,188)
article-body-continued: ٹریفک پولیس نے شہر میں خصوصی مہم شروع کر دی ہے۔ xyxy=(15,341,154,348)
continuation-heading: بقیہ نمبر4 xyxy=(426,43,458,50)
calibration-swatch xyxy=(94,970,100,976)
article-body: فلاحی تنظیموں نے متاثرہ خاندانوں میں راشن اور ضروری اشیاء تقسیم کیں۔ xyxy=(4,140,154,153)
calibration-swatch xyxy=(86,970,92,976)
article-body-continued: فلمی میلے میں مختلف ممالک کی فلموں کی نمائش کی گئی۔ TIFFS 2025 SNOWTALES OTT xyxy=(4,944,154,957)
article-body-continued: کھیلوں کے مقابلوں میں مختلف اضلاع کی ٹیموں نے حصہ لیا اور شاندار کارکردگی کا مظاہرہ کیا۔ xyxy=(312,838,458,851)
calibration-swatch xyxy=(400,970,406,976)
calibration-swatch xyxy=(584,970,590,976)
highlighted-phrase: شفافیت اور احتساب کو یقینی بنایا جائے گا xyxy=(203,361,306,368)
article-body: عالمی برادری پر زور دیا گیا کہ وہ خطے میں قیام امن کے لیے اپنا کردار ادا کرے۔ اجلاس میں مختلف ممالک کے نمائندوں نے شرکت کی اور باہمی تعاون کو فروغ دینے پر اتفاق کیا گیا۔ مقررین نے کہا کہ تجارت، توانائی اور مواصلات کے شعبوں میں تعاون سے خطے کی معیشت مضبوط ہوگی۔ فریقین نے مشترکہ منصوبوں پر کام تیز کرنے کا فیصلہ کیا اور اس سلسلے میں ورکنگ گروپس تشکیل دیے گئے۔ کانفرنس کے اختتام پر ایک مشترکہ اعلامیہ بھی جاری کیا گیا جس میں دہشت گردی کی مذمت کی گئی۔ xyxy=(312,108,458,166)
article-body-continued: تعلیمی اداروں میں داخلوں کا سلسلہ جاری ہے اور طلبہ کی بڑی تعداد نے درخواستیں جمع کرائی ہیں۔ انتظامیہ نے میرٹ پر داخلوں کو یقینی بنانے کی یقین دہانی کرائی ہے۔ xyxy=(160,640,306,660)
calibration-swatch xyxy=(132,970,138,976)
calibration-swatch xyxy=(408,970,414,976)
social-link-label: Daily Asian Mail xyxy=(217,24,279,33)
calibration-swatch xyxy=(500,970,506,976)
article-body-continued: انہوں نے کہا کہ صحت کی سہولیات کو عوام کی دہلیز تک پہنچانا حکومت کا عزم ہے۔ دیہی علاقوں میں بنیادی مراکز صحت کو فعال بنایا جا رہا ہے۔ xyxy=(4,731,154,751)
article-body-continued: سیاسی جماعتوں کے رہنماؤں نے ملکی صورتحال پر تبادلہ خیال کیا اور قومی مفاد میں مشترکہ حکمت عملی اپنانے پر اتفاق کیا۔ رہنماؤں نے کہا کہ جمہوری اداروں کی مضبوطی اور آئین کی بالادستی ہی ملک کے مسائل کا حل ہے۔ اس موقع پر مختلف امور پر تفصیلی مشاورت ہوئی اور آئندہ لائحہ عمل طے کیا گیا۔ اجلاس میں مہنگائی، بے روزگاری اور امن و امان کی صورتحال پر تشویش کا اظہار کیا گیا۔ xyxy=(4,373,154,418)
article-body-continued: ضلعی انتظامیہ نے گراں فروشوں کے خلاف کارروائی کرتے ہوئے متعدد دکانداروں کو جرمانے کیے۔ xyxy=(160,691,306,705)
calibration-swatch xyxy=(209,970,215,976)
article-body-continued: چیئرمین نے کہا کہ ادارے کی کارکردگی بہتر بنانے کے لیے جامع اصلاحات کی جا رہی ہیں۔ ملازمین کی تربیت اور جدید ٹیکنالوجی کے استعمال پر خصوصی توجہ دی جا رہی ہے تاکہ عوام کو بروقت خدمات فراہم کی جا سکیں۔ انہوں نے کہا کہ شفافیت اور احتساب کو یقینی بنایا جائے گا اور بدعنوانی میں ملوث عناصر کے خلاف سخت کارروائی ہوگی۔ xyxy=(160,707,306,746)
article-body-continued: سیاسی جماعتوں کے رہنماؤں نے ملکی صورتحال پر تبادلہ خیال کیا اور قومی مفاد میں مشترکہ حکمت عملی اپنانے پر اتفاق کیا۔ رہنماؤں نے کہا کہ جمہوری اداروں کی مضبوطی اور آئین کی بالادستی ہی ملک کے مسائل کا حل ہے۔ اس موقع پر مختلف امور پر تفصیلی مشاورت ہوئی اور آئندہ لائحہ عمل طے کیا گیا۔ اجلاس میں مہنگائی، بے روزگاری اور امن و امان کی صورتحال پر تشویش کا اظہار کیا گیا۔ xyxy=(4,626,154,672)
calibration-swatch xyxy=(293,970,299,976)
article-body-continued: فلاحی تنظیموں نے متاثرہ خاندانوں میں راشن اور ضروری اشیاء تقسیم کیں۔ xyxy=(4,420,154,434)
article-body-continued: فلمی میلے میں مختلف ممالک کی فلموں کی نمائش کی گئی۔ TIFFS 2025 SNOWTALES OTT xyxy=(4,690,154,703)
article-body-continued: ماہرین کے مطابق آئندہ دنوں میں موسم خشک رہنے کا امکان ہے۔ xyxy=(312,854,458,867)
calibration-swatch xyxy=(79,970,85,976)
article-body-continued: کھیلوں کے مقابلوں میں مختلف اضلاع کی ٹیموں نے حصہ لیا اور شاندار کارکردگی کا مظاہرہ کیا۔ xyxy=(312,317,458,330)
calibration-swatch xyxy=(561,970,567,976)
article-body-continued: اسٹاک ایکسچینج میں کاروباری ہفتے کے آغاز پر تیزی کا رجحان دیکھا گیا اور انڈیکس میں نمایاں اضافہ ریکارڈ کیا گیا۔ سرمایہ کاروں کا اعتماد بحال ہونے سے حصص کی خرید و فروخت میں اضافہ ہوا۔ xyxy=(160,663,306,689)
article-body-continued: سیاسی جماعتوں کے رہنماؤں نے ملکی صورتحال پر تبادلہ خیال کیا اور قومی مفاد میں مشترکہ حکمت عملی اپنانے پر اتفاق کیا۔ رہنماؤں نے کہا کہ جمہوری اداروں کی مضبوطی اور آئین کی بالادستی ہی ملک کے مسائل کا حل ہے۔ اس موقع پر مختلف امور پر تفصیلی مشاورت ہوئی اور آئندہ لائحہ عمل طے کیا گیا۔ اجلاس میں مہنگائی، بے روزگاری اور امن و امان کی صورتحال پر تشویش کا اظہار کیا گیا۔ xyxy=(4,246,154,291)
highlighted-phrase: آئین کی بالادستی xyxy=(4,639,154,653)
article-body-continued: فلاحی تنظیموں نے متاثرہ خاندانوں میں راشن اور ضروری اشیاء تقسیم کیں۔ xyxy=(4,674,154,688)
article-body-continued: کمشنر کوئٹہ ڈویژن نے کہا کہ صوبائی حکومت کی ہدایت پر شہریوں کو بہتر سہولیات کی فراہمی کے لیے تمام وسائل بروئے کار لائے جا رہے ہیں۔ اجلاس میں متعلقہ افسران نے جاری ترقیاتی منصوبوں پر تفصیلی بریفنگ دی اور بتایا کہ شہر کے مختلف علاقوں میں سڑکوں کی مرمت، نکاسی آب اور صفائی ستھرائی کے کام تیزی سے جاری ہیں۔ انہوں نے ہدایت کی کہ تمام منصوبے مقررہ مدت میں مکمل کیے جائیں اور معیار پر کوئی سمجھوتہ نہ کیا جائے۔ شہریوں کی شکایات کے فوری ازالے کے لیے خصوصی ڈیسک قائم کیا گیا ہے۔ سیلاب سے متاثرہ علاقوں میں امدادی سرگرمیاں بھی جاری ہیں اور متاثرین کو خیمے، راشن اور ادویات فراہم کی جا رہی ہیں۔ ضلعی انتظامیہ کو ہدایت کی گئی ہے کہ وہ متاثرہ خاندانوں کی بحالی کے لیے مربوط حکمت عملی مرتب کرے اور امدادی سامان کی منصفانہ تقسیم کو یقینی بنائے۔ اجلاس میں تعلیم، صحت اور پانی کی فراہمی کے شعبوں کا بھی جائزہ لیا گیا اور مختلف تجاویز پر غور کیا گیا۔ xyxy=(463,323,608,426)
page-number: 04 xyxy=(590,2,608,18)
